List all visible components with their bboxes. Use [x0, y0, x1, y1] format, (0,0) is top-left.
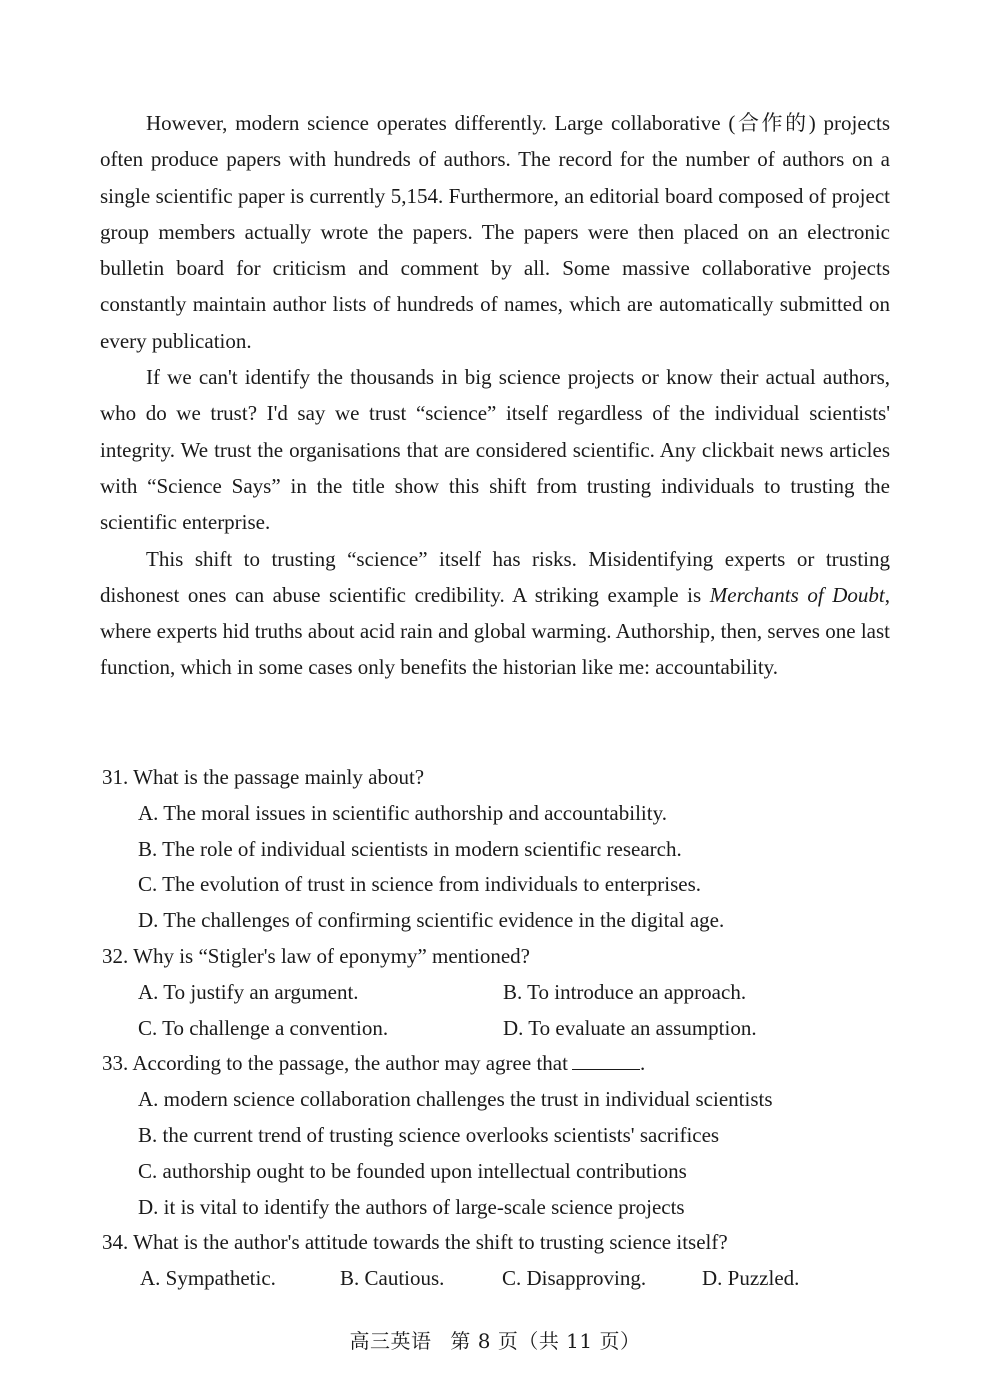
question-34-stem: 34. What is the author's attitude towards the shift to trusting science itself?: [102, 1230, 728, 1255]
question-32: [100, 939, 900, 1046]
questions-section: [100, 760, 900, 1297]
question-33-stem-text: 33. According to the passage, the author may agree that: [102, 1051, 568, 1076]
question-31-option-d: D. The challenges of confirming scientific evidence in the digital age.: [138, 908, 725, 933]
passage-paragraph-3: [100, 541, 890, 686]
question-34-options-row: [100, 1261, 900, 1297]
question-33-option-d: D. it is vital to identify the authors of large-scale science projects: [138, 1194, 685, 1219]
passage-paragraph-2: If we can't identify the thousands in big science projects or know their actual authors, who do we trust? I'd say we trust “science” itself regardless of the individual scientists' integrity. We trust the organisations that are considered scientific. Any clickbait news articles with “Science Says” in the title show this shift from trusting individuals to trusting the scientific enterprise.: [100, 365, 890, 535]
question-33-option-a: A. modern science collaboration challenges the trust in individual scientists: [138, 1087, 773, 1112]
question-33-option-c: C. authorship ought to be founded upon intellectual contributions: [138, 1158, 687, 1183]
question-32-stem: 32. Why is “Stigler's law of eponymy” mentioned?: [102, 943, 530, 968]
question-34-option-d: D. Puzzled.: [702, 1266, 800, 1291]
question-33-stem-end: .: [639, 1051, 646, 1076]
question-34-option-a: A. Sympathetic.: [140, 1266, 276, 1291]
question-33: [100, 1046, 900, 1225]
book-title: Merchants of Doubt: [709, 582, 885, 607]
question-31-option-b: B. The role of individual scientists in modern scientific research.: [138, 836, 682, 861]
question-31-option-a: A. The moral issues in scientific authorship and accountability.: [138, 800, 667, 825]
paragraph-3-text-start: This shift to trusting “science” itself has risks. Misidentifying experts or trusting dishonest ones can abuse scientific credibility. A striking example is: [100, 546, 890, 607]
question-32-option-d: D. To evaluate an assumption.: [503, 1015, 757, 1040]
question-34: [100, 1225, 900, 1297]
question-32-option-a: A. To justify an argument.: [138, 979, 359, 1004]
footer-page-number: 第 8 页（共 11 页）: [450, 1329, 641, 1353]
question-31: [100, 760, 900, 939]
question-32-option-c: C. To challenge a convention.: [138, 1015, 389, 1040]
question-33-stem: [100, 1046, 900, 1082]
paragraph-3-text-end: , where experts hid truths about acid rain and global warming. Authorship, then, serves one last function, which in some cases only benefits the historian like me: accountability.: [100, 582, 890, 680]
question-32-option-b: B. To introduce an approach.: [503, 979, 747, 1004]
question-31-stem: 31. What is the passage mainly about?: [102, 765, 425, 789]
question-32-options-row-2: [100, 1011, 900, 1047]
reading-passage: [100, 105, 890, 686]
passage-paragraph-1: However, modern science operates differently. Large collaborative (合作的) projects often produce papers with hundreds of authors. The record for the number of authors on a single scientific paper is currently 5,154. Furthermore, an editorial board composed of project group members actually wrote the papers. The papers were then placed on an electronic bulletin board for criticism and comment by all. Some massive collaborative projects constantly maintain author lists of hundreds of names, which are automatically submitted on every publication.: [100, 111, 890, 353]
question-32-options-row-1: [100, 975, 900, 1011]
question-34-option-c: C. Disapproving.: [502, 1266, 647, 1291]
footer-subject: 高三英语: [349, 1329, 432, 1353]
question-33-option-b: B. the current trend of trusting science overlooks scientists' sacrifices: [138, 1122, 720, 1147]
answer-blank: [572, 1051, 640, 1070]
question-31-option-c: C. The evolution of trust in science from individuals to enterprises.: [138, 872, 702, 897]
page-footer: [0, 1325, 990, 1354]
question-34-option-b: B. Cautious.: [340, 1266, 445, 1291]
